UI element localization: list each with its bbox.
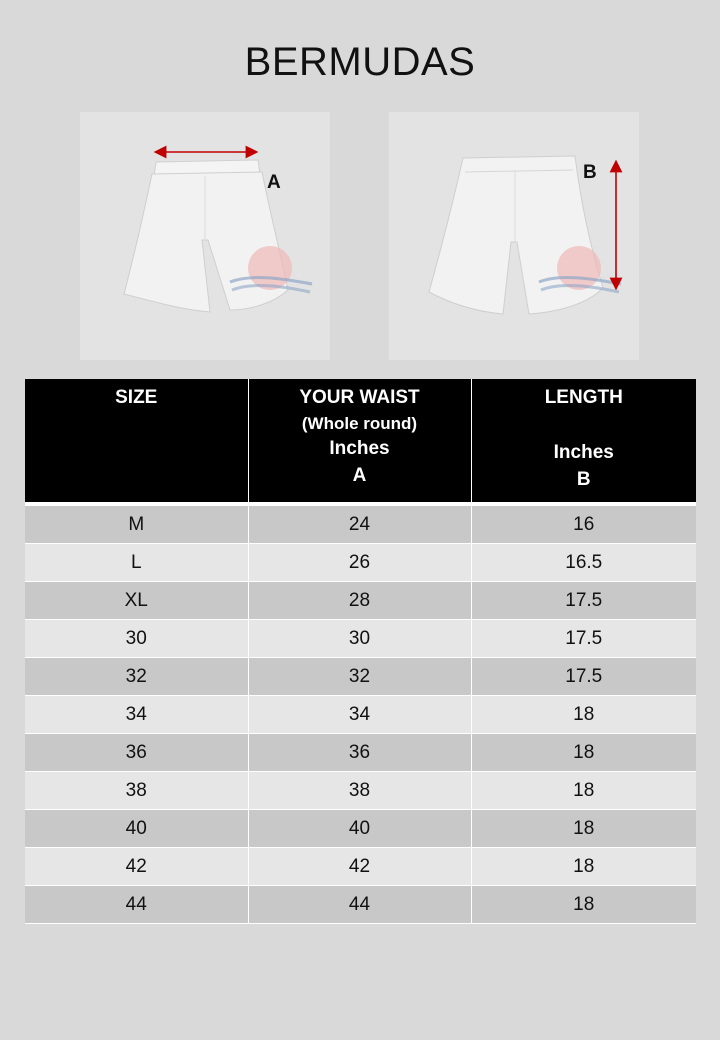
header-length-marker: B xyxy=(576,468,591,490)
shorts-front-photo xyxy=(389,112,639,360)
cell-length: 18 xyxy=(471,696,696,734)
cell-length: 16 xyxy=(471,504,696,544)
cell-length: 17.5 xyxy=(471,582,696,620)
cell-waist: 36 xyxy=(248,734,471,772)
cell-length: 18 xyxy=(471,772,696,810)
cell-waist: 24 xyxy=(248,504,471,544)
page-title: BERMUDAS xyxy=(244,40,476,84)
cell-waist: 42 xyxy=(248,848,471,886)
table-row xyxy=(25,886,696,924)
table-row xyxy=(25,772,696,810)
table-row xyxy=(25,504,696,544)
cell-length: 18 xyxy=(471,734,696,772)
cell-size: M xyxy=(25,504,248,544)
header-length-title: LENGTH xyxy=(544,387,623,408)
table-row xyxy=(25,620,696,658)
cell-size: 44 xyxy=(25,886,248,924)
cell-waist: 38 xyxy=(248,772,471,810)
shorts-back-illustration xyxy=(80,112,330,360)
cell-length: 17.5 xyxy=(471,658,696,696)
header-length-unit: Inches xyxy=(553,441,614,463)
table-row xyxy=(25,544,696,582)
cell-size: L xyxy=(25,544,248,582)
cell-size: 30 xyxy=(25,620,248,658)
cell-waist: 30 xyxy=(248,620,471,658)
header-waist xyxy=(248,379,471,504)
cell-length: 18 xyxy=(471,810,696,848)
cell-size: 32 xyxy=(25,658,248,696)
cell-waist: 28 xyxy=(248,582,471,620)
table-row xyxy=(25,734,696,772)
cell-length: 18 xyxy=(471,848,696,886)
cell-waist: 32 xyxy=(248,658,471,696)
marker-b: B xyxy=(583,162,597,183)
table-body xyxy=(25,504,696,924)
cell-waist: 44 xyxy=(248,886,471,924)
shorts-back-photo xyxy=(80,112,330,360)
cell-length: 18 xyxy=(471,886,696,924)
header-waist-title: YOUR WAIST xyxy=(299,387,420,408)
cell-waist: 34 xyxy=(248,696,471,734)
table-row xyxy=(25,696,696,734)
header-length xyxy=(471,379,696,504)
header-size xyxy=(25,379,248,504)
table-row xyxy=(25,848,696,886)
size-chart-table xyxy=(25,379,696,924)
cell-size: 42 xyxy=(25,848,248,886)
cell-waist: 26 xyxy=(248,544,471,582)
table-row xyxy=(25,582,696,620)
shorts-front-illustration xyxy=(389,112,639,360)
header-waist-note: (Whole round) xyxy=(301,413,418,433)
header-waist-unit: Inches xyxy=(329,438,390,460)
cell-waist: 40 xyxy=(248,810,471,848)
table-header-row xyxy=(25,379,696,504)
cell-length: 17.5 xyxy=(471,620,696,658)
cell-length: 16.5 xyxy=(471,544,696,582)
header-size-label: SIZE xyxy=(115,387,158,408)
header-waist-marker: A xyxy=(352,464,367,486)
cell-size: 36 xyxy=(25,734,248,772)
cell-size: 34 xyxy=(25,696,248,734)
table-row xyxy=(25,658,696,696)
cell-size: XL xyxy=(25,582,248,620)
table-row xyxy=(25,810,696,848)
marker-a: A xyxy=(267,172,281,193)
cell-size: 38 xyxy=(25,772,248,810)
cell-size: 40 xyxy=(25,810,248,848)
